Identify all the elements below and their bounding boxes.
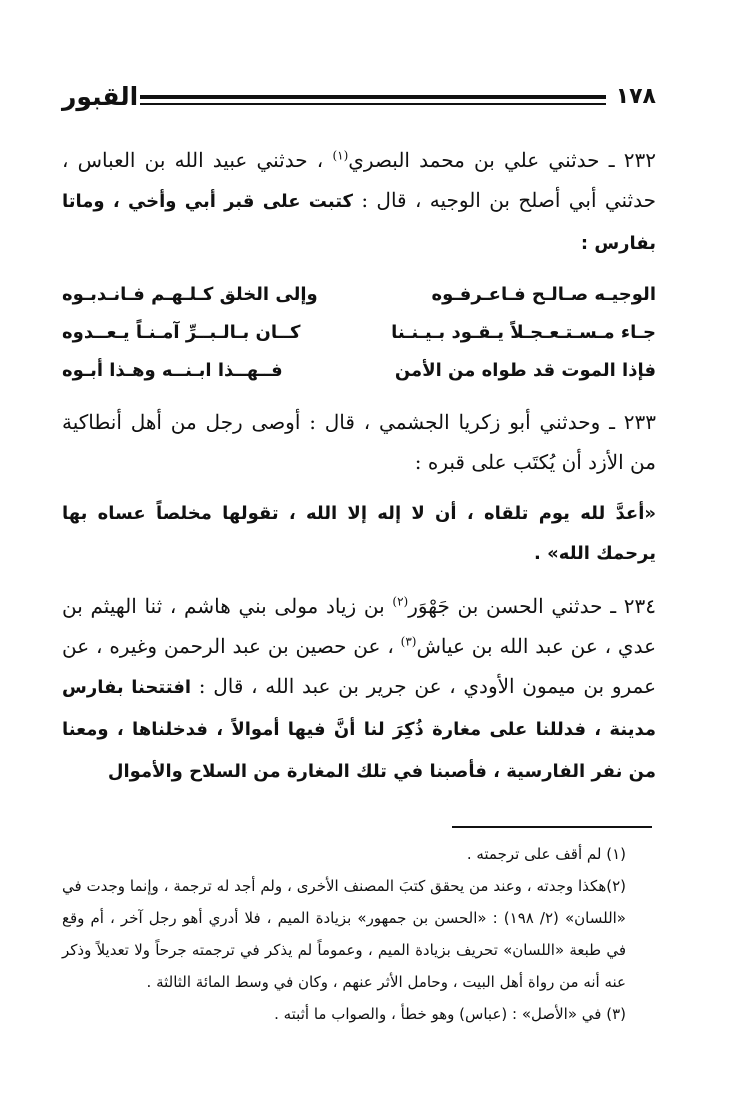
p232-text-b: ، حدثني عبيد الله بن العباس ، حدثني أبي أصلح بن الوجيه ، قال : [62,148,656,212]
paragraph-233-inscription: «أعدَّ لله يوم تلقاه ، أن لا إله إلا الله ، تقولها مخلصاً عساه بها يرحمك الله» . [62,503,656,564]
footnote-ref-1: (١) [332,148,349,163]
footnote-ref-3: (٣) [400,634,417,649]
verse-line [62,352,656,390]
page-number: ١٧٨ [615,84,656,109]
verse-line [62,314,656,352]
paragraph-233 [62,402,656,482]
footnotes [62,838,656,1030]
verse-hemistich-first: الوجيـه صـالـح فـاعـرفـوه [431,284,656,305]
p233-text-a: ٢٣٣ ـ وحدثني أبو زكريا الجشمي ، قال : أوصى رجل من أهل أنطاكية من الأزد أن يُكتَب على قبره : [62,410,657,474]
footnote-3: (٣) في «الأصل» : (عباس) وهو خطأ ، والصواب ما أثبته . [274,1005,626,1023]
paragraph-234 [62,586,656,792]
verse-line [62,276,656,314]
poem [62,276,656,390]
footnote-2: (٢)هكذا وجدته ، وعند من يحقق كتبَ المصنف الأخرى ، ولم أجد له ترجمة ، وإنما وجدت في «اللسان» (٢/ ١٩٨) : «الحسن بن جمهور» بزيادة الميم ، فلا أدري أهو رجل آخر ، أم وقع في طبعة «اللسان» تحريف بزيادة الميم ، وعموماً لم يذكر في ترجمته جرحاً ولا تعديلاً وذكر عنه أنه من رواة أهل البيت ، وحامل الأثر عنهم ، وكان في وسط المائة الثالثة . [62,877,626,991]
footnote-separator [452,826,652,828]
p234-text-a: ٢٣٤ ـ حدثني الحسن بن جَهْوَر [408,594,657,618]
verse-hemistich-second: فــهــذا ابـنــه وهـذا أبـوه [62,360,283,381]
p234-text-c: ، عن حصين بن عبد الرحمن وغيره ، عن عمرو بن ميمون الأودي ، عن جرير بن عبد الله ، قال : [62,634,657,698]
page-header [62,82,656,122]
p232-text-c: كتبت على قبر أبي وأخي ، وماتا بفارس : [62,191,656,254]
verse-hemistich-second: كــان بـالـبــرِّ آمـنـاً يـعــدوه [62,322,301,343]
paragraph-232 [62,140,656,264]
p234-text-d: افتتحنا بفارس مدينة ، فدللنا على مغارة ذُكِرَ لنا أنَّ فيها أموالاً ، فدخلناها ، ومعنا من نفر الفارسية ، فأصبنا في تلك المغارة من السلاح والأموال [62,677,656,782]
main-text [62,140,656,792]
verse-hemistich-first: فإذا الموت قد طواه من الأمن [394,360,656,381]
p232-text-a: ٢٣٢ ـ حدثني علي بن محمد البصري [348,148,656,172]
footnote-ref-2: (٢) [392,594,409,609]
p234-text-b: بن زياد مولى بني هاشم ، ثنا الهيثم بن عدي ، عن عبد الله بن عياش [62,594,657,658]
verse-hemistich-first: جـاء مـسـتـعـجـلاً يـقـود بـيـنـنا [391,322,656,343]
footnote-1: (١) لم أقف على ترجمته . [466,845,626,863]
verse-hemistich-second: وإلى الخلق كـلـهـم فـانـدبـوه [62,284,318,305]
header-rule-thin [140,103,606,105]
header-rule-thick [140,95,606,99]
running-title: القبور [62,82,139,111]
